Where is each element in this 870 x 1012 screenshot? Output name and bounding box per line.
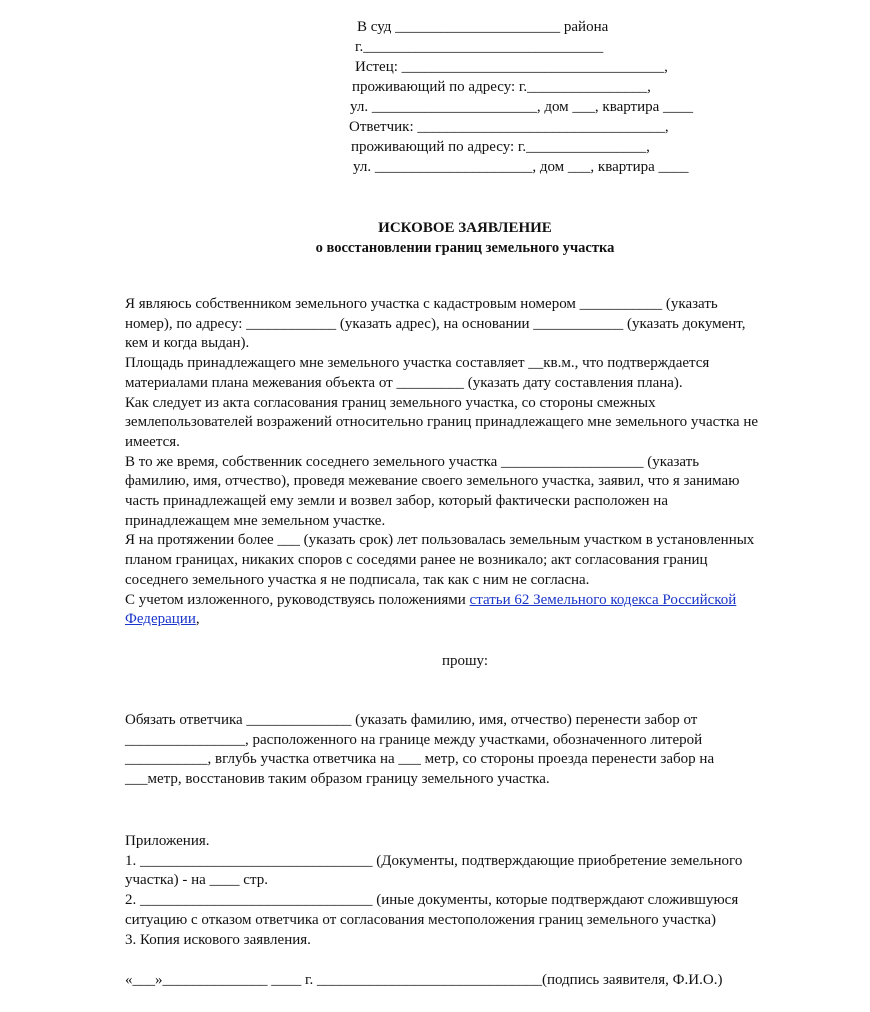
- document-title-block: [0, 218, 870, 258]
- header-court: В суд ______________________ района: [357, 19, 609, 35]
- request-word: прошу:: [441, 653, 489, 669]
- header-defendant-address: проживающий по адресу: г.________________,: [351, 139, 650, 155]
- signature-line: «___»______________ ____ г. ______________________________(подпись заявителя, Ф.И.О.): [125, 972, 723, 988]
- header-plaintiff: Истец: ___________________________________,: [355, 59, 668, 75]
- header-city: г.________________________________: [355, 39, 604, 55]
- header-plaintiff-address: проживающий по адресу: г.________________,: [352, 79, 651, 95]
- claim-body-end: ,: [195, 611, 200, 628]
- claim-body: [125, 295, 805, 630]
- demand-text: Обязать ответчика ______________ (указать фамилию, имя, отчество) перенести забор от ________________, расположенного на границе между участками, обозначенного литерой ___________, вглубь участка ответчика на ___ метр, со стороны проезда перенести забор на ___метр, восстановив таким образом границу земельного участка.: [125, 712, 715, 788]
- attachments-list: Приложения. 1. _______________________________ (Документы, подтверждающие приобретение земельного участка) - на ____ стр. 2. _______________________________ (иные документы, которые подтверждают сложившуюся ситуацию с отказом ответчика от согласования местоположения границ земельного участка) 3. Копия искового заявления.: [125, 833, 743, 948]
- law-article-link[interactable]: статьи 62 Земельного кодекса Российской Федерации: [125, 591, 737, 628]
- header-plaintiff-street: ул. ______________________, дом ___, квартира ____: [350, 99, 694, 115]
- document-subtitle: о восстановлении границ земельного участка: [315, 240, 615, 256]
- claim-body-text: Я являюсь собственником земельного участка с кадастровым номером ___________ (указать номер), по адресу: ____________ (указать адрес), на основании ____________ (указать документ, кем и когда выдан). Площадь принадлежащего мне земельного участка составляет __кв.м., что подтверждается материалами плана межевания объекта от _________ (указать дату составления плана). Как следует из акта согласования границ земельного участка, со стороны смежных землепользователей возражений относительно границ принадлежащего мне земельного участка не имеется. В то же время, собственник соседнего земельного участка ___________________ (указать фамилию, имя, отчество), проведя межевание своего земельного участка, заявил, что я занимаю часть принадлежащей ему земли и возвел забор, который фактически расположен на принадлежащем мне земельном участке. Я на протяжении более ___ (указать срок) лет пользовалась земельным участком в установленных планом границах, никаких споров с соседями ранее не возникало; акт согласования границ соседнего земельного участка я не подписала, так как с ним не согласна. С учетом изложенного, руководствуясь положениями: [125, 296, 759, 608]
- header-defendant-street: ул. _____________________, дом ___, квартира ____: [353, 159, 689, 175]
- document-title: ИСКОВОЕ ЗАЯВЛЕНИЕ: [378, 220, 552, 236]
- header-defendant: Ответчик: _________________________________,: [349, 119, 669, 135]
